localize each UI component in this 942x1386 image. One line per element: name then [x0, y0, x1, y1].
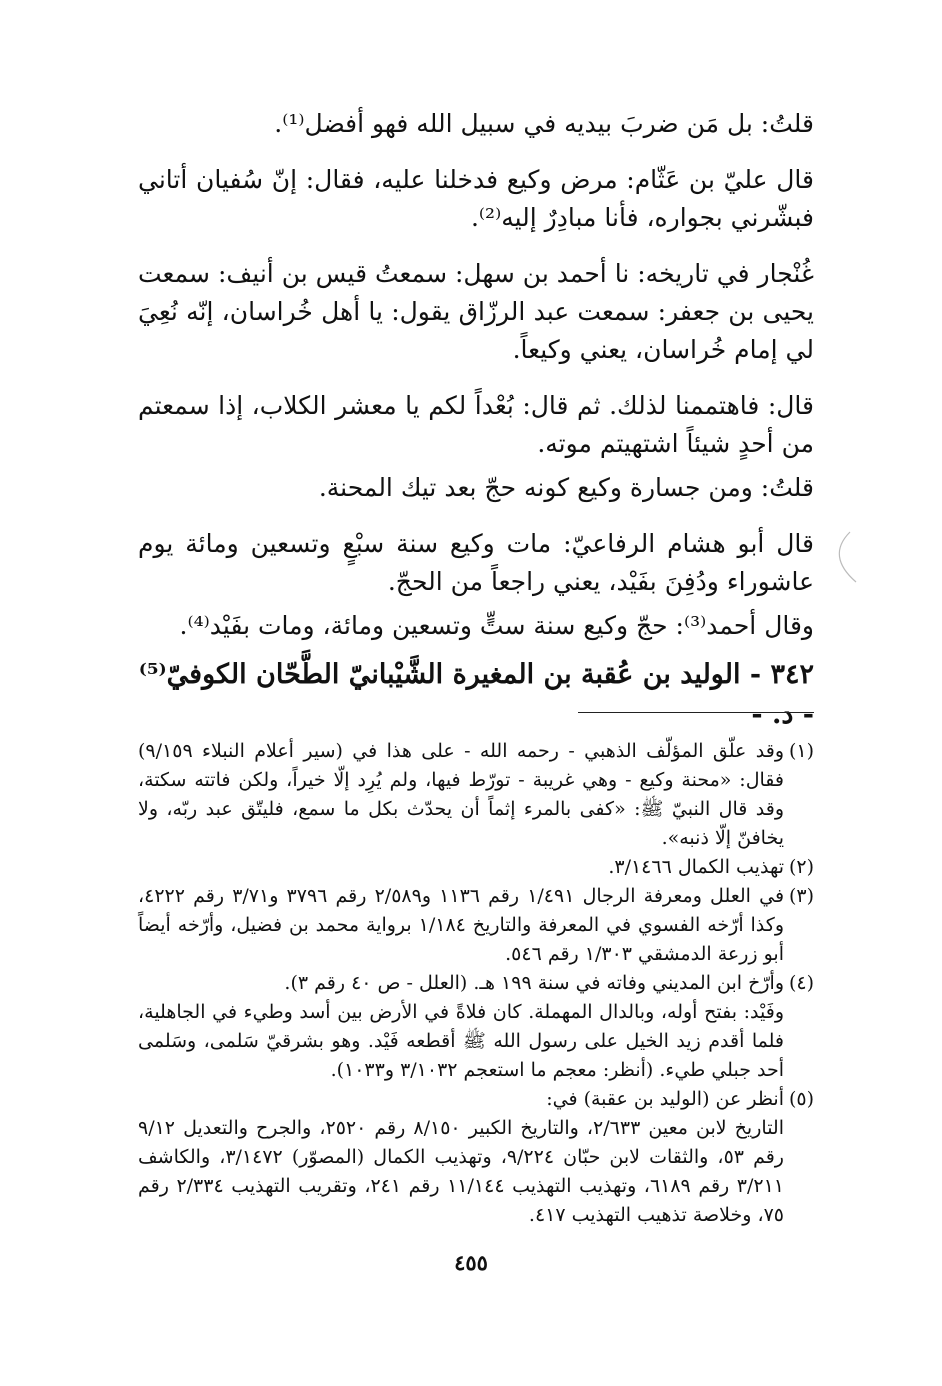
footnotes — [138, 737, 814, 1230]
footnote-text: وقد علّق المؤلّف الذهبي - رحمه الله - على هذا في (سير أعلام النبلاء ٩/١٥٩) فقال: «محنة وكيع - وهي غريبة - تورّط فيها، ولم يُرِد إلّا خيراً، ولكن فاتته سكتة، وقد قال النبيّ ﷺ: «كفى بالمرء إثماً أن يحدّث بكل ما سمع، فليتّق عبد ربّه، ولا يخافنّ إلّا ذنبه». — [138, 740, 784, 849]
footnote-divider — [578, 712, 814, 713]
paragraph: قلتُ: ومن جسارة وكيع كونه حجّ بعد تيك المحنة. — [318, 473, 814, 502]
paragraph: قال أبو هشام الرفاعيّ: مات وكيع سنة سبْعٍ وتسعين ومائة يوم عاشوراء ودُفِنَ بفَيْد، يعني راجعاً من الحجّ. — [138, 529, 814, 596]
footnote-number — [784, 1114, 814, 1230]
margin-mark — [820, 530, 860, 586]
main-text — [138, 105, 814, 735]
footnote-number: (٤) — [788, 972, 814, 994]
footnote-number: (٣) — [788, 885, 814, 907]
footnote — [138, 1085, 814, 1114]
entry-heading: ٣٤٢ - الوليد بن عُقبة بن المغيرة الشَّيْبانيّ الطَّحّان الكوفيّ⁽⁵⁾ - د. - — [138, 659, 814, 730]
page-number: ٤٥٥ — [454, 1250, 488, 1275]
footnote-text: أنظر عن (الوليد بن عقبة) في: — [546, 1088, 784, 1110]
paragraph: قال: فاهتممنا لذلك. ثم قال: بُعْداً لكم يا معشر الكلاب، إذا سمعتم من أحدٍ شيئاً اشتهيتم موته. — [138, 391, 814, 458]
footnote-text: تهذيب الكمال ٣/١٤٦٦. — [608, 856, 784, 878]
paragraph: وقال أحمد⁽³⁾: حجّ وكيع سنة ستٍّ وتسعين ومائة، ومات بفَيْد⁽⁴⁾. — [179, 611, 814, 640]
footnote — [138, 737, 814, 853]
footnote-number: (١) — [788, 740, 814, 762]
paragraph: قلتُ: بل مَن ضربَ بيديه في سبيل الله فهو أفضل⁽¹⁾. — [274, 109, 814, 138]
footnote-continuation — [138, 1114, 814, 1230]
paragraph: قال عليّ بن عَثّام: مرض وكيع فدخلنا عليه، فقال: إنّ سُفيان أتاني فبشّرني بجواره، فأنا مبادِرٌ إليه⁽²⁾. — [138, 165, 814, 232]
footnote-continuation — [138, 998, 814, 1085]
footnote — [138, 882, 814, 969]
paragraph: غُنْجار في تاريخه: نا أحمد بن سهل: سمعتُ قيس بن أنيف: سمعت يحيى بن جعفر: سمعت عبد الرزّاق يقول: يا أهل خُراسان، إنّه نُعِيَ لي إمام خُراسان، يعني وكيعاً. — [138, 259, 814, 364]
footnote-number — [784, 998, 814, 1085]
footnote-number: (٢) — [788, 856, 814, 878]
footnote — [138, 969, 814, 998]
footnote — [138, 853, 814, 882]
footnote-text: وفَيْد: بفتح أوله، وبالدال المهملة. كان فلاةً في الأرض بين أسد وطيء في الجاهلية، فلما أقدم زيد الخيل على رسول الله ﷺ أقطعه فَيْد. وهو بشرقيّ سَلمى، وسَلمى أحد جبلي طيء. (أنظر: معجم ما استعجم ٣/١٠٣٢ و١٠٣٣). — [138, 1001, 784, 1081]
footnote-number: (٥) — [788, 1088, 814, 1110]
footnote-text: في العلل ومعرفة الرجال ١/٤٩١ رقم ١١٣٦ و٢/٥٨٩ رقم ٣٧٩٦ و٣/٧١ رقم ٤٢٢٢، وكذا أرّخه الفسوي في المعرفة والتاريخ ١/١٨٤ برواية محمد بن فضيل، وأرّخه أيضاً أبو زرعة الدمشقي ١/٣٠٣ رقم ٥٤٦. — [138, 885, 785, 965]
footnote-text: التاريخ لابن معين ٢/٦٣٣، والتاريخ الكبير ٨/١٥٠ رقم ٢٥٢٠، والجرح والتعديل ٩/١٢ رقم ٥٣، والثقات لابن حبّان ٩/٢٢٤، وتهذيب الكمال (المصوّر) ٣/١٤٧٢، والكاشف ٣/٢١١ رقم ٦١٨٩، وتهذيب التهذيب ١١/١٤٤ رقم ٢٤١، وتقريب التهذيب ٢/٣٣٤ رقم ٧٥، وخلاصة تذهيب التهذيب ٤١٧. — [138, 1117, 785, 1226]
footnote-text: وأرّخ ابن المديني وفاته في سنة ١٩٩ هـ. (العلل - ص ٤٠ رقم ٣). — [284, 972, 784, 994]
